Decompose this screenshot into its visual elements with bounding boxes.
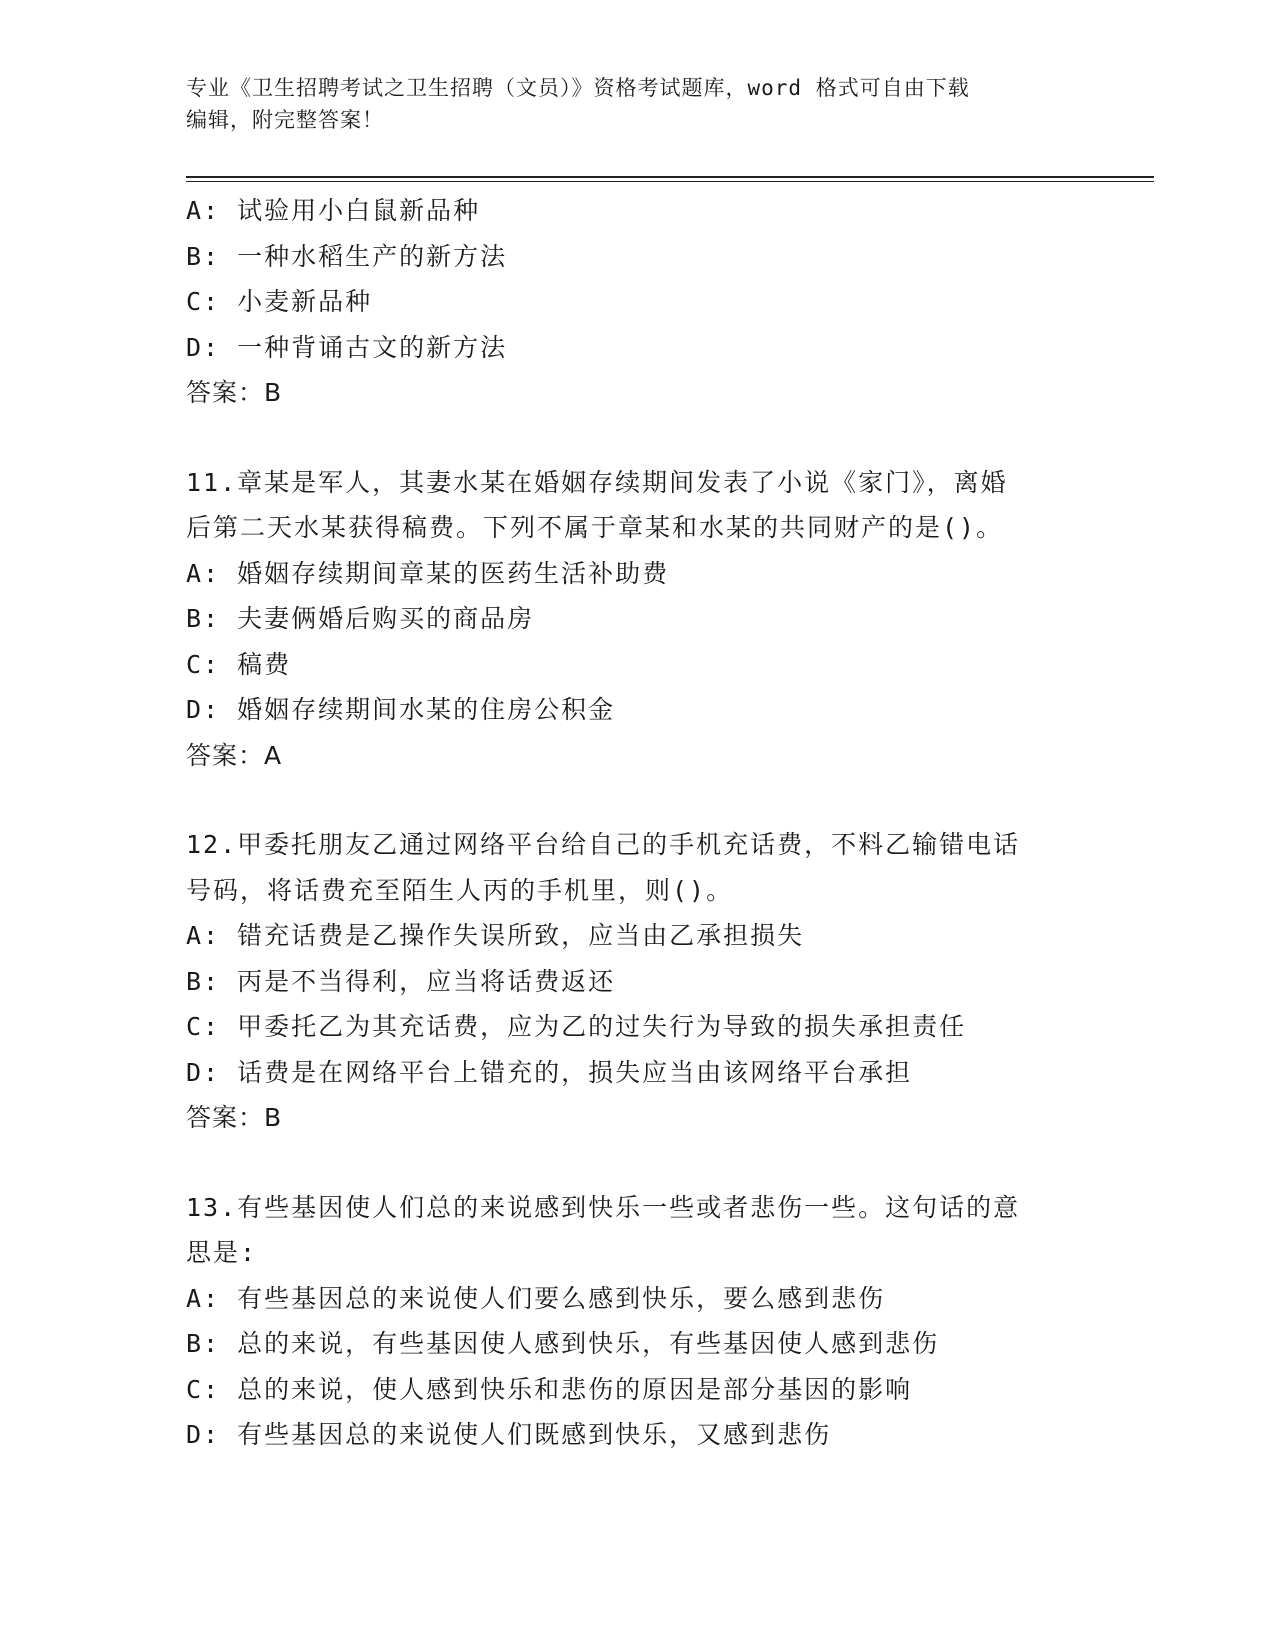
option-b: B: 夫妻俩婚后购买的商品房 — [186, 604, 535, 633]
option-b: B: 一种水稻生产的新方法 — [186, 241, 508, 271]
question-stem-line: 13.有些基因使人们总的来说感到快乐一些或者悲伤一些。这句话的意 — [186, 1192, 1021, 1222]
question-stem-line: 号码，将话费充至陌生人丙的手机里，则()。 — [186, 875, 734, 905]
question-11 — [186, 460, 1086, 779]
question-stem-line: 后第二天水某获得稿费。下列不属于章某和水某的共同财产的是()。 — [186, 513, 1004, 542]
option-d: D: 话费是在网络平台上错充的，损失应当由该网络平台承担 — [186, 1057, 913, 1087]
header-line-1: 专业《卫生招聘考试之卫生招聘（文员）》资格考试题库，word 格式可自由下载 — [186, 76, 970, 100]
question-stem-line: 12.甲委托朋友乙通过网络平台给自己的手机充话费，不料乙输错电话 — [186, 830, 1021, 859]
option-c: C: 稿费 — [186, 649, 292, 679]
question-12 — [186, 822, 1086, 1141]
question-10-continued — [186, 188, 1086, 416]
option-d: D: 一种背诵古文的新方法 — [186, 332, 508, 362]
option-b: B: 丙是不当得利，应当将话费返还 — [186, 966, 616, 996]
question-stem-line: 思是: — [186, 1238, 258, 1267]
header-divider — [186, 176, 1154, 182]
option-a: A: 有些基因总的来说使人们要么感到快乐，要么感到悲伤 — [186, 1283, 886, 1313]
option-c: C: 甲委托乙为其充话费，应为乙的过失行为导致的损失承担责任 — [186, 1012, 967, 1041]
question-stem-line: 11.章某是军人，其妻水某在婚姻存续期间发表了小说《家门》，离婚 — [186, 467, 1008, 497]
option-c: C: 总的来说，使人感到快乐和悲伤的原因是部分基因的影响 — [186, 1374, 913, 1404]
answer: 答案：B — [186, 1103, 283, 1132]
option-c: C: 小麦新品种 — [186, 287, 373, 316]
option-d: D: 有些基因总的来说使人们既感到快乐，又感到悲伤 — [186, 1420, 832, 1449]
question-13 — [186, 1185, 1086, 1458]
page-header — [186, 72, 1086, 136]
option-a: A: 婚姻存续期间章某的医药生活补助费 — [186, 558, 670, 588]
spacer — [186, 416, 1086, 460]
header-line-2: 编辑，附完整答案！ — [186, 108, 384, 132]
spacer — [186, 778, 1086, 822]
answer: 答案：B — [186, 378, 283, 407]
option-b: B: 总的来说，有些基因使人感到快乐，有些基因使人感到悲伤 — [186, 1329, 940, 1358]
option-a: A: 错充话费是乙操作失误所致，应当由乙承担损失 — [186, 921, 805, 950]
spacer — [186, 1141, 1086, 1185]
answer: 答案：A — [186, 740, 283, 770]
option-d: D: 婚姻存续期间水某的住房公积金 — [186, 695, 616, 724]
option-a: A: 试验用小白鼠新品种 — [186, 196, 481, 225]
question-list — [186, 188, 1086, 1458]
